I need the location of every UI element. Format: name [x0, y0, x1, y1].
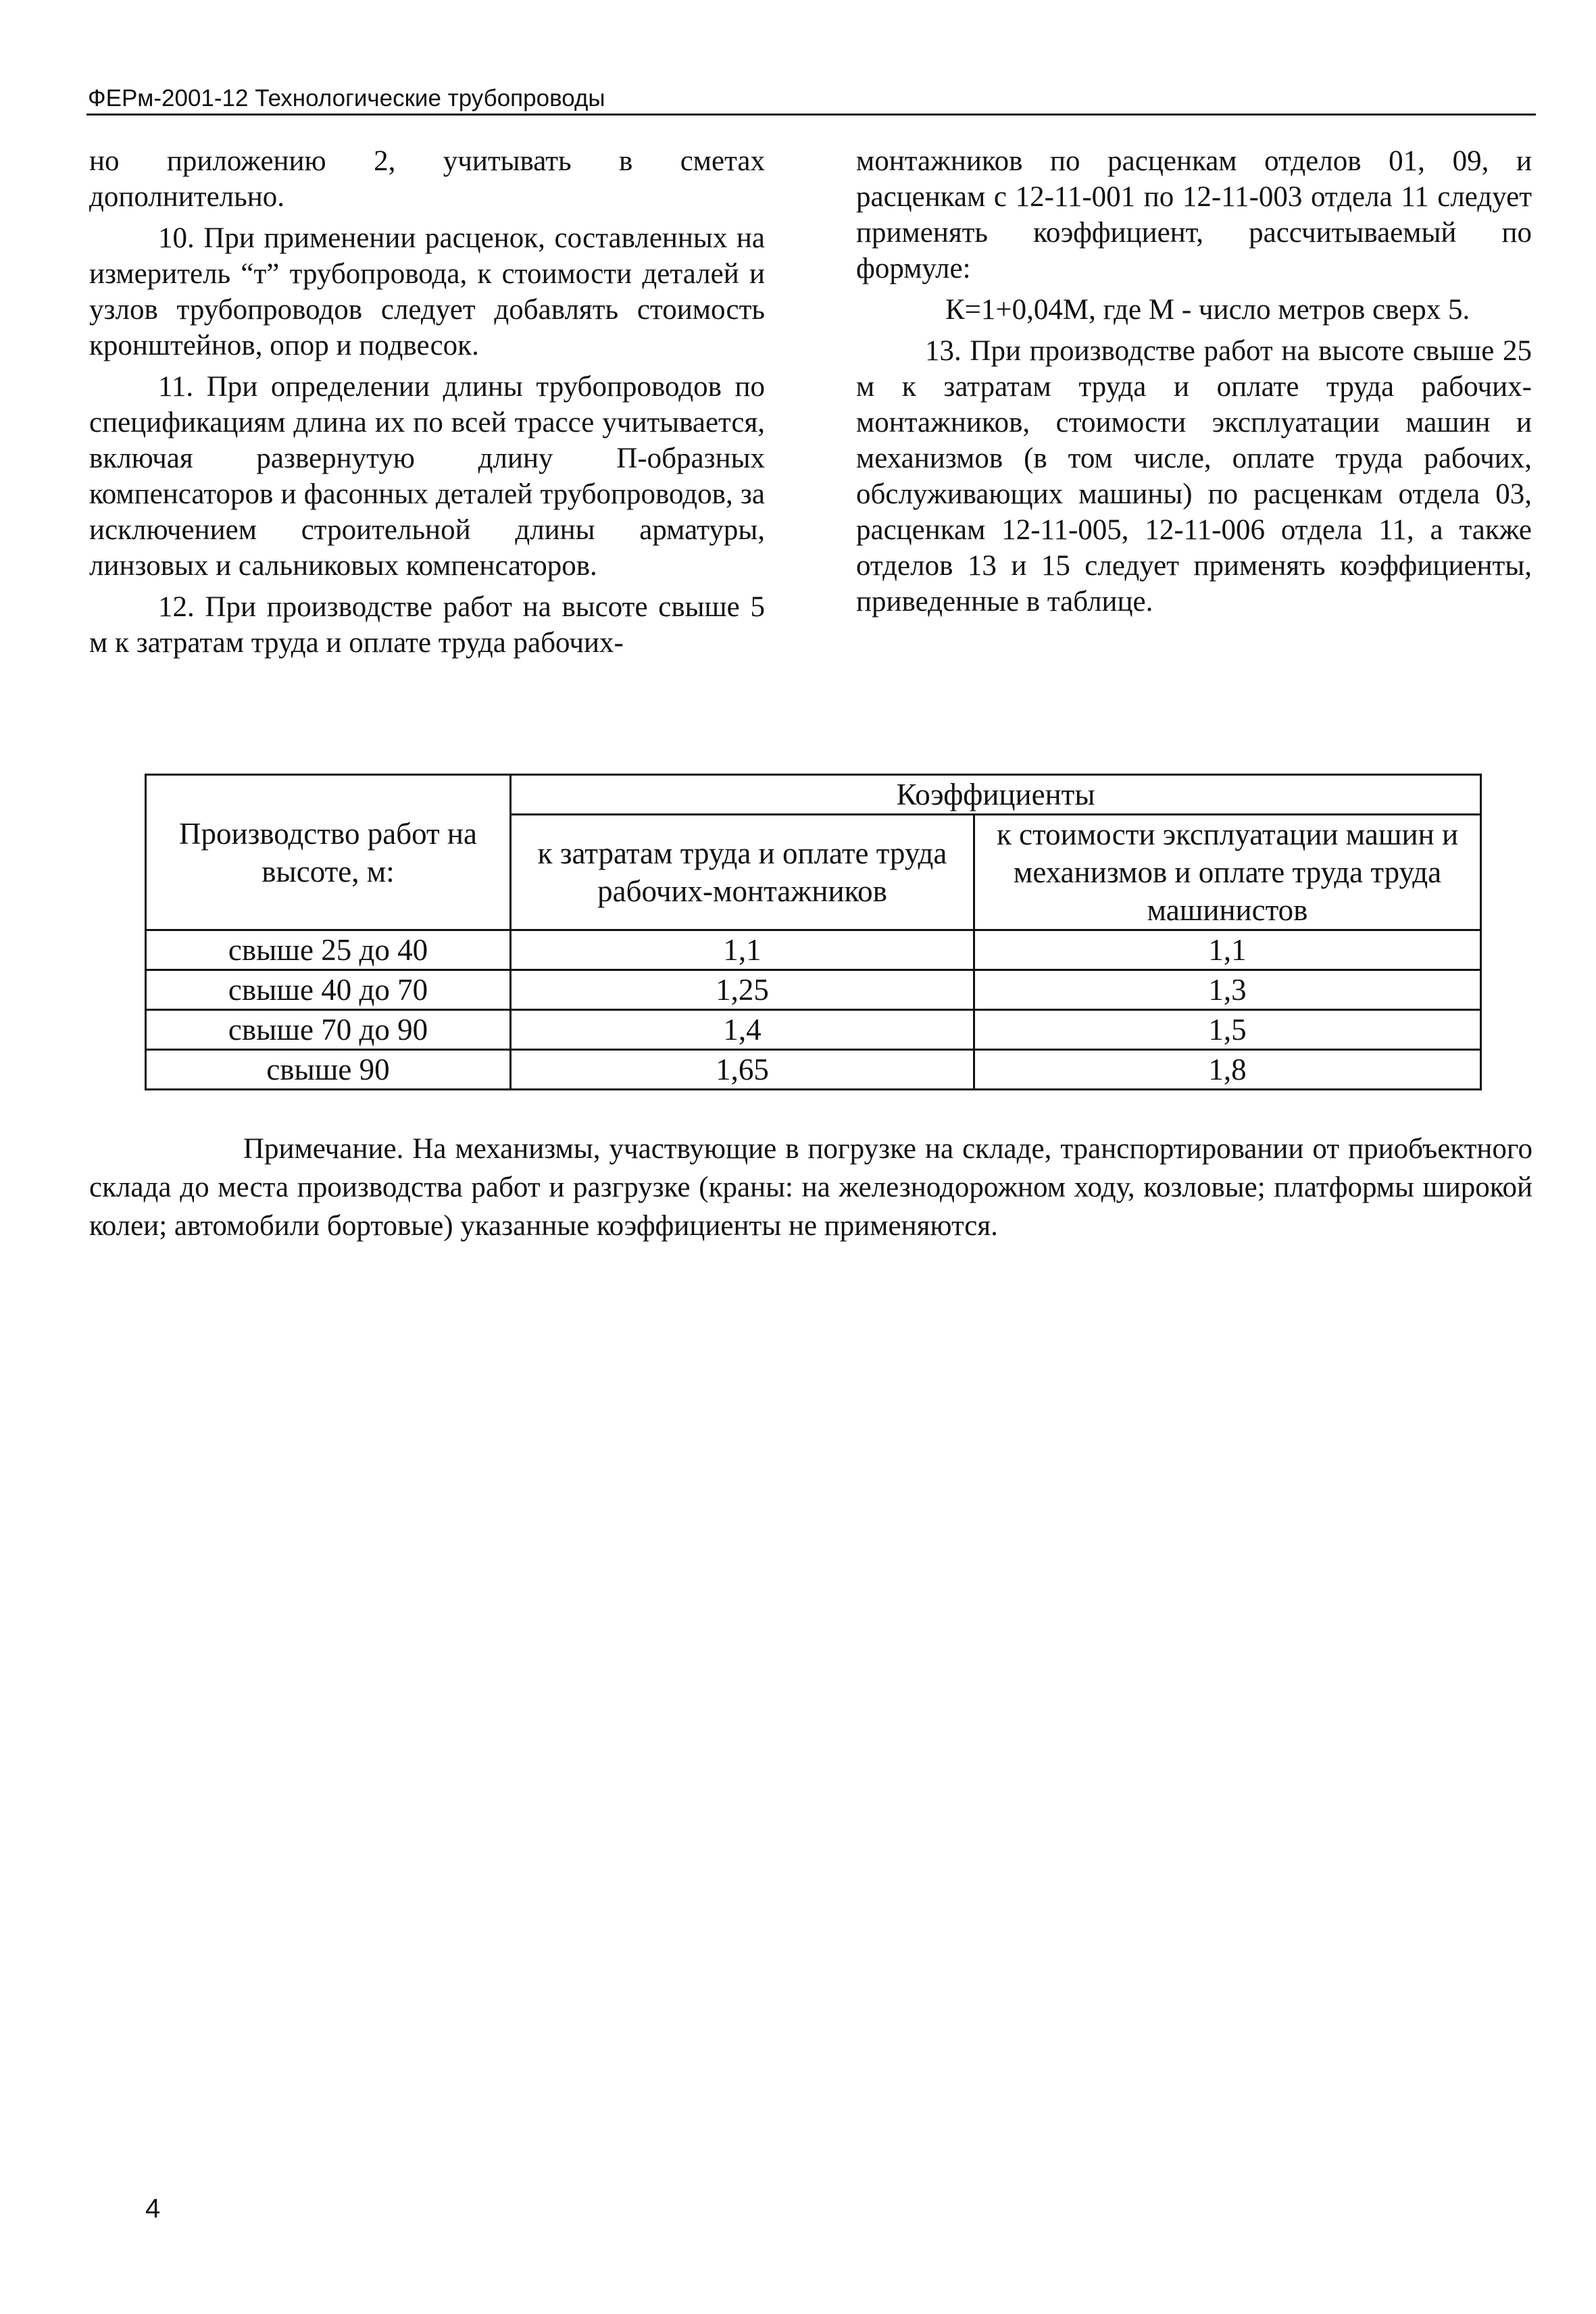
- labor-column-header: к затратам труда и оплате труда рабочих-монтажников: [511, 815, 974, 930]
- table-row: [146, 930, 1481, 970]
- coefficients-group-header: Коэффициенты: [511, 775, 1481, 815]
- labor-coefficient-cell: 1,4: [511, 1010, 974, 1050]
- left-text-column: [89, 143, 765, 666]
- right-text-column: [856, 143, 1532, 625]
- paragraph-continuation: но приложению 2, учитывать в сметах дополнительно.: [89, 145, 765, 213]
- page-number: 4: [145, 2194, 161, 2223]
- table-row: [146, 970, 1481, 1010]
- labor-coefficient-cell: 1,65: [511, 1050, 974, 1090]
- machines-column-header: к стоимости эксплуатации машин и механизмов и оплате труда труда машинистов: [974, 815, 1481, 930]
- coefficient-formula: К=1+0,04М, где М - число метров сверх 5.: [945, 294, 1470, 326]
- machines-coefficient-cell: 1,5: [974, 1010, 1481, 1050]
- machines-coefficient-cell: 1,8: [974, 1050, 1481, 1090]
- machines-coefficient-cell: 1,3: [974, 970, 1481, 1010]
- paragraph-10: 10. При применении расценок, составленных на измеритель “т” трубопровода, к стоимости деталей и узлов трубопроводов следует добавлять стоимость кронштейнов, опор и подвесок.: [89, 222, 765, 361]
- paragraph-12-start: 12. При производстве работ на высоте свыше 5 м к затратам труда и оплате труда рабочих-: [89, 591, 765, 659]
- paragraph-13: 13. При производстве работ на высоте свыше 25 м к затратам труда и оплате труда рабочих-монтажников, стоимости эксплуатации машин и механизмов (в том числе, оплате труда рабочих, обслуживающих машины) по расценкам отдела 03, расценкам 12-11-005, 12-11-006 отдела 11, а также отделов 13 и 15 следует применять коэффициенты, приведенные в таблице.: [856, 335, 1532, 618]
- coefficient-table: [145, 774, 1482, 1090]
- paragraph-12-end: монтажников по расценкам отделов 01, 09, и расценкам с 12-11-001 по 12-11-003 отдела 11 следует применять коэффициент, рассчитываемый по формуле:: [856, 145, 1532, 284]
- height-cell: свыше 90: [146, 1050, 511, 1090]
- height-cell: свыше 25 до 40: [146, 930, 511, 970]
- machines-coefficient-cell: 1,1: [974, 930, 1481, 970]
- table-row: [146, 1010, 1481, 1050]
- table-row: [146, 1050, 1481, 1090]
- labor-coefficient-cell: 1,1: [511, 930, 974, 970]
- height-cell: свыше 40 до 70: [146, 970, 511, 1010]
- height-column-header: Производство работ на высоте, м:: [146, 775, 511, 930]
- running-header: ФЕРм-2001-12 Технологические трубопроводы: [88, 85, 605, 111]
- height-cell: свыше 70 до 90: [146, 1010, 511, 1050]
- paragraph-11: 11. При определении длины трубопроводов по спецификациям длина их по всей трассе учитывается, включая развернутую длину П-образных компенсаторов и фасонных деталей трубопроводов, за исключением строительной длины арматуры, линзовых и сальниковых компенсаторов.: [89, 371, 765, 582]
- table-note: Примечание. На механизмы, участвующие в погрузке на складе, транспортировании от приобъектного склада до места производства работ и разгрузке (краны: на железнодорожном ходу, козловые; платформы широкой колеи; автомобили бортовые) указанные коэффициенты не применяются.: [89, 1133, 1532, 1242]
- labor-coefficient-cell: 1,25: [511, 970, 974, 1010]
- header-rule: [86, 114, 1536, 116]
